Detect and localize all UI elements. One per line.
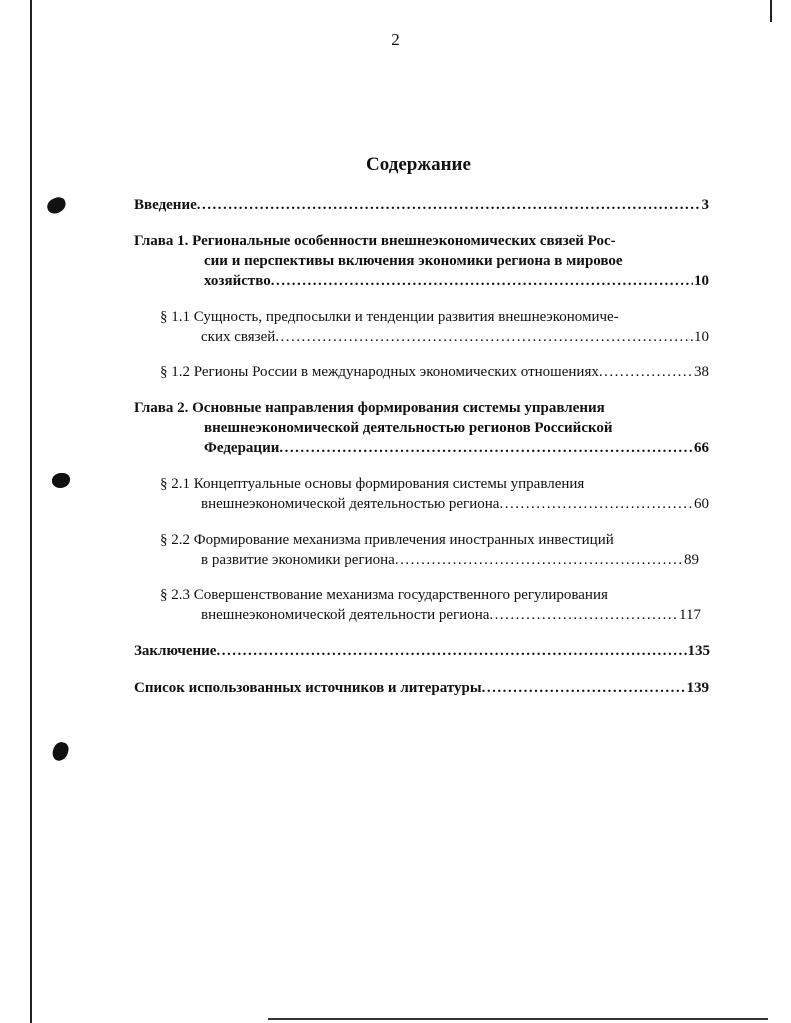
toc-entry-conclusion xyxy=(134,641,710,661)
toc-entry-intro xyxy=(134,195,709,215)
toc-chapter2-line2: внешнеэкономической деятельностью регионов Российской xyxy=(204,420,613,436)
scan-border-bottom xyxy=(268,1018,768,1020)
toc-page: 38 xyxy=(694,364,709,380)
punch-hole-mark xyxy=(52,473,70,488)
toc-label: ских связей xyxy=(201,329,276,345)
toc-entry-section-2-1 xyxy=(201,494,709,514)
toc-label: внешнеэкономической деятельности региона xyxy=(201,607,490,623)
toc-page: 135 xyxy=(687,643,710,659)
toc-entry-chapter2 xyxy=(204,438,709,458)
toc-label: в развитие экономики региона xyxy=(201,552,395,568)
scan-border-right xyxy=(770,0,772,22)
page-number: 2 xyxy=(391,30,400,49)
toc-section-1-1-line1: § 1.1 Сущность, предпосылки и тенденции развития внешнеэкономиче- xyxy=(160,309,619,325)
leader-dots xyxy=(489,605,678,625)
toc-page: 3 xyxy=(701,197,709,213)
toc-chapter2-line1: Глава 2. Основные направления формирования системы управления xyxy=(134,400,605,416)
toc-page: 139 xyxy=(686,680,709,696)
toc-page: 66 xyxy=(694,440,709,456)
leader-dots xyxy=(599,362,693,382)
toc-page: 60 xyxy=(694,496,709,512)
punch-hole-mark xyxy=(45,195,68,216)
leader-dots xyxy=(279,438,693,458)
toc-entry-section-2-2 xyxy=(201,550,699,570)
leader-dots xyxy=(271,271,693,291)
toc-label: Список использованных источников и литературы xyxy=(134,680,482,696)
toc-label: § 1.2 Регионы России в международных экономических отношениях xyxy=(160,364,599,380)
toc-label: Заключение xyxy=(134,643,217,659)
toc-entry-section-1-1 xyxy=(201,327,709,347)
toc-section-2-3-line1: § 2.3 Совершенствование механизма государственного регулирования xyxy=(160,587,608,603)
toc-section-2-1-line1: § 2.1 Концептуальные основы формирования системы управления xyxy=(160,476,585,492)
toc-entry-section-1-2 xyxy=(160,362,709,382)
toc-label: Введение xyxy=(134,197,197,213)
toc-page: 10 xyxy=(694,273,709,289)
toc-entry-section-2-3 xyxy=(201,605,701,625)
toc-entry-chapter1 xyxy=(204,271,709,291)
toc-label: внешнеэкономической деятельностью региона xyxy=(201,496,500,512)
page-title: Содержание xyxy=(366,154,471,175)
punch-hole-mark xyxy=(51,740,70,762)
leader-dots xyxy=(275,327,693,347)
leader-dots xyxy=(482,678,686,698)
toc-page: 117 xyxy=(679,607,701,623)
toc-chapter1-line1: Глава 1. Региональные особенности внешнеэкономических связей Рос- xyxy=(134,233,616,249)
toc-chapter1-line2: сии и перспективы включения экономики региона в мировое xyxy=(204,253,623,269)
toc-section-2-2-line1: § 2.2 Формирование механизма привлечения иностранных инвестиций xyxy=(160,532,614,548)
toc-page: 89 xyxy=(684,552,699,568)
leader-dots xyxy=(197,195,701,215)
toc-page: 10 xyxy=(694,329,709,345)
leader-dots xyxy=(395,550,683,570)
toc-label: Федерации xyxy=(204,440,280,456)
toc-entry-sources xyxy=(134,678,709,698)
toc-label: хозяйство xyxy=(204,273,271,289)
leader-dots xyxy=(216,641,686,661)
leader-dots xyxy=(499,494,693,514)
